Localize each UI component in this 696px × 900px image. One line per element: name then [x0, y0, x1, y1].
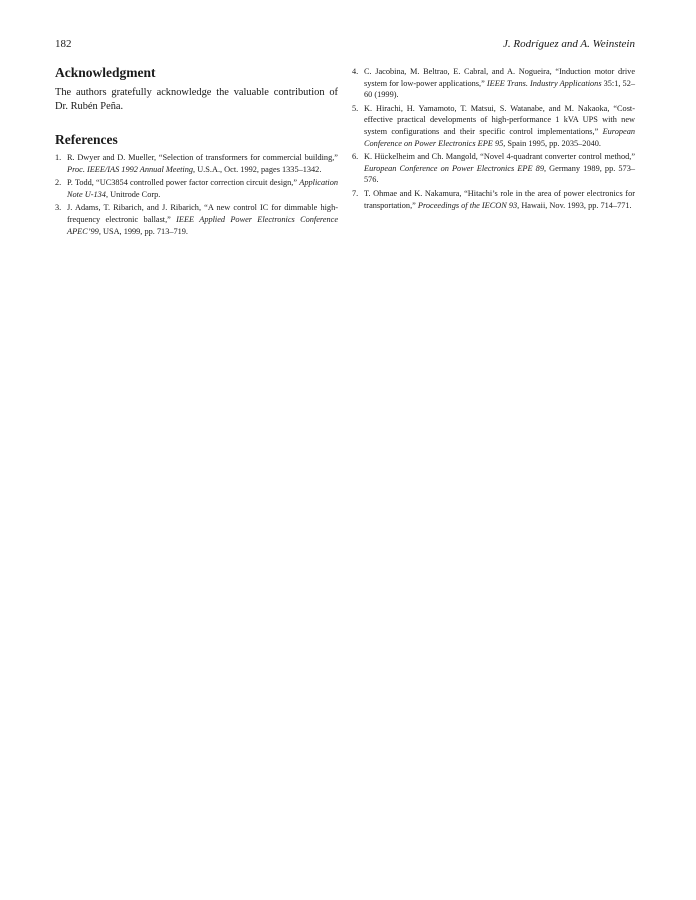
reference-list [55, 152, 338, 237]
reference-venue: IEEE Applied Power Electronics Conference APEC’99 [67, 214, 338, 236]
reference-details: , U.S.A., Oct. 1992, pages 1335–1342. [193, 164, 322, 174]
reference-venue: European Conference on Power Electronics EPE 89 [364, 163, 544, 173]
reference-number: 3. [55, 203, 62, 213]
reference-item-4 [352, 66, 635, 101]
right-column [352, 66, 635, 213]
page-number: 182 [55, 38, 72, 50]
reference-venue: Application Note U-134 [67, 178, 338, 199]
acknowledgment-text: The authors gratefully acknowledge the valuable contribution of Dr. Rubén Peña. [55, 87, 338, 112]
reference-number: 4. [352, 67, 359, 76]
reference-item-7 [352, 188, 635, 211]
reference-authors-title: P. Todd, “UC3854 controlled power factor correction circuit design,” [67, 178, 300, 188]
reference-venue: IEEE Trans. Industry Applications [486, 78, 602, 88]
reference-authors-title: K. Hirachi, H. Yamamoto, T. Matsui, S. Watanabe, and M. Nakaoka, “Cost-effective practical developments of high-performance 1 kVA UPS with new system configurations and their specific control implementations,” [364, 103, 635, 136]
reference-authors-title: R. Dwyer and D. Mueller, “Selection of transformers for commercial building,” [67, 153, 338, 162]
reference-details: , Germany 1989, pp. 573–576. [364, 163, 635, 185]
reference-venue: Proc. IEEE/IAS 1992 Annual Meeting [67, 164, 194, 174]
reference-number: 7. [352, 188, 359, 198]
reference-venue: European Conference on Power Electronics EPE 95 [364, 126, 635, 148]
reference-number: 2. [55, 178, 62, 188]
reference-details: , USA, 1999, pp. 713–719. [98, 226, 189, 236]
acknowledgment-heading: Acknowledgment [55, 65, 156, 80]
reference-list-continued [352, 66, 635, 211]
reference-details: 35:1, 52–60 (1999). [364, 78, 635, 100]
reference-number: 5. [352, 103, 359, 113]
reference-authors-title: T. Ohmae and K. Nakamura, “Hitachi’s role in the area of power electronics for transportation,” [364, 188, 635, 210]
left-column [55, 64, 338, 239]
reference-authors-title: K. Hückelheim and Ch. Mangold, “Novel 4-quadrant converter control method,” [364, 152, 635, 162]
reference-item-6 [352, 151, 635, 186]
reference-item-3 [55, 202, 338, 237]
reference-details: , Spain 1995, pp. 2035–2040. [503, 138, 601, 148]
reference-authors-title: C. Jacobina, M. Beltrao, E. Cabral, and A. Nogueira, “Induction motor drive system for low-power applications,” [364, 67, 635, 88]
reference-details: , Hawaii, Nov. 1993, pp. 714–771. [517, 200, 632, 210]
reference-item-2 [55, 177, 338, 200]
reference-number: 6. [352, 152, 359, 162]
reference-details: , Unitrode Corp. [105, 189, 161, 199]
reference-item-1 [55, 152, 338, 175]
reference-number: 1. [55, 153, 62, 162]
reference-item-5 [352, 103, 635, 149]
reference-authors-title: J. Adams, T. Ribarich, and J. Ribarich, “A new control IC for dimmable high-frequency electronic ballast,” [67, 203, 338, 224]
reference-venue: Proceedings of the IECON 93 [417, 200, 518, 210]
references-heading: References [55, 132, 118, 147]
running-head: J. Rodríguez and A. Weinstein [503, 38, 635, 50]
